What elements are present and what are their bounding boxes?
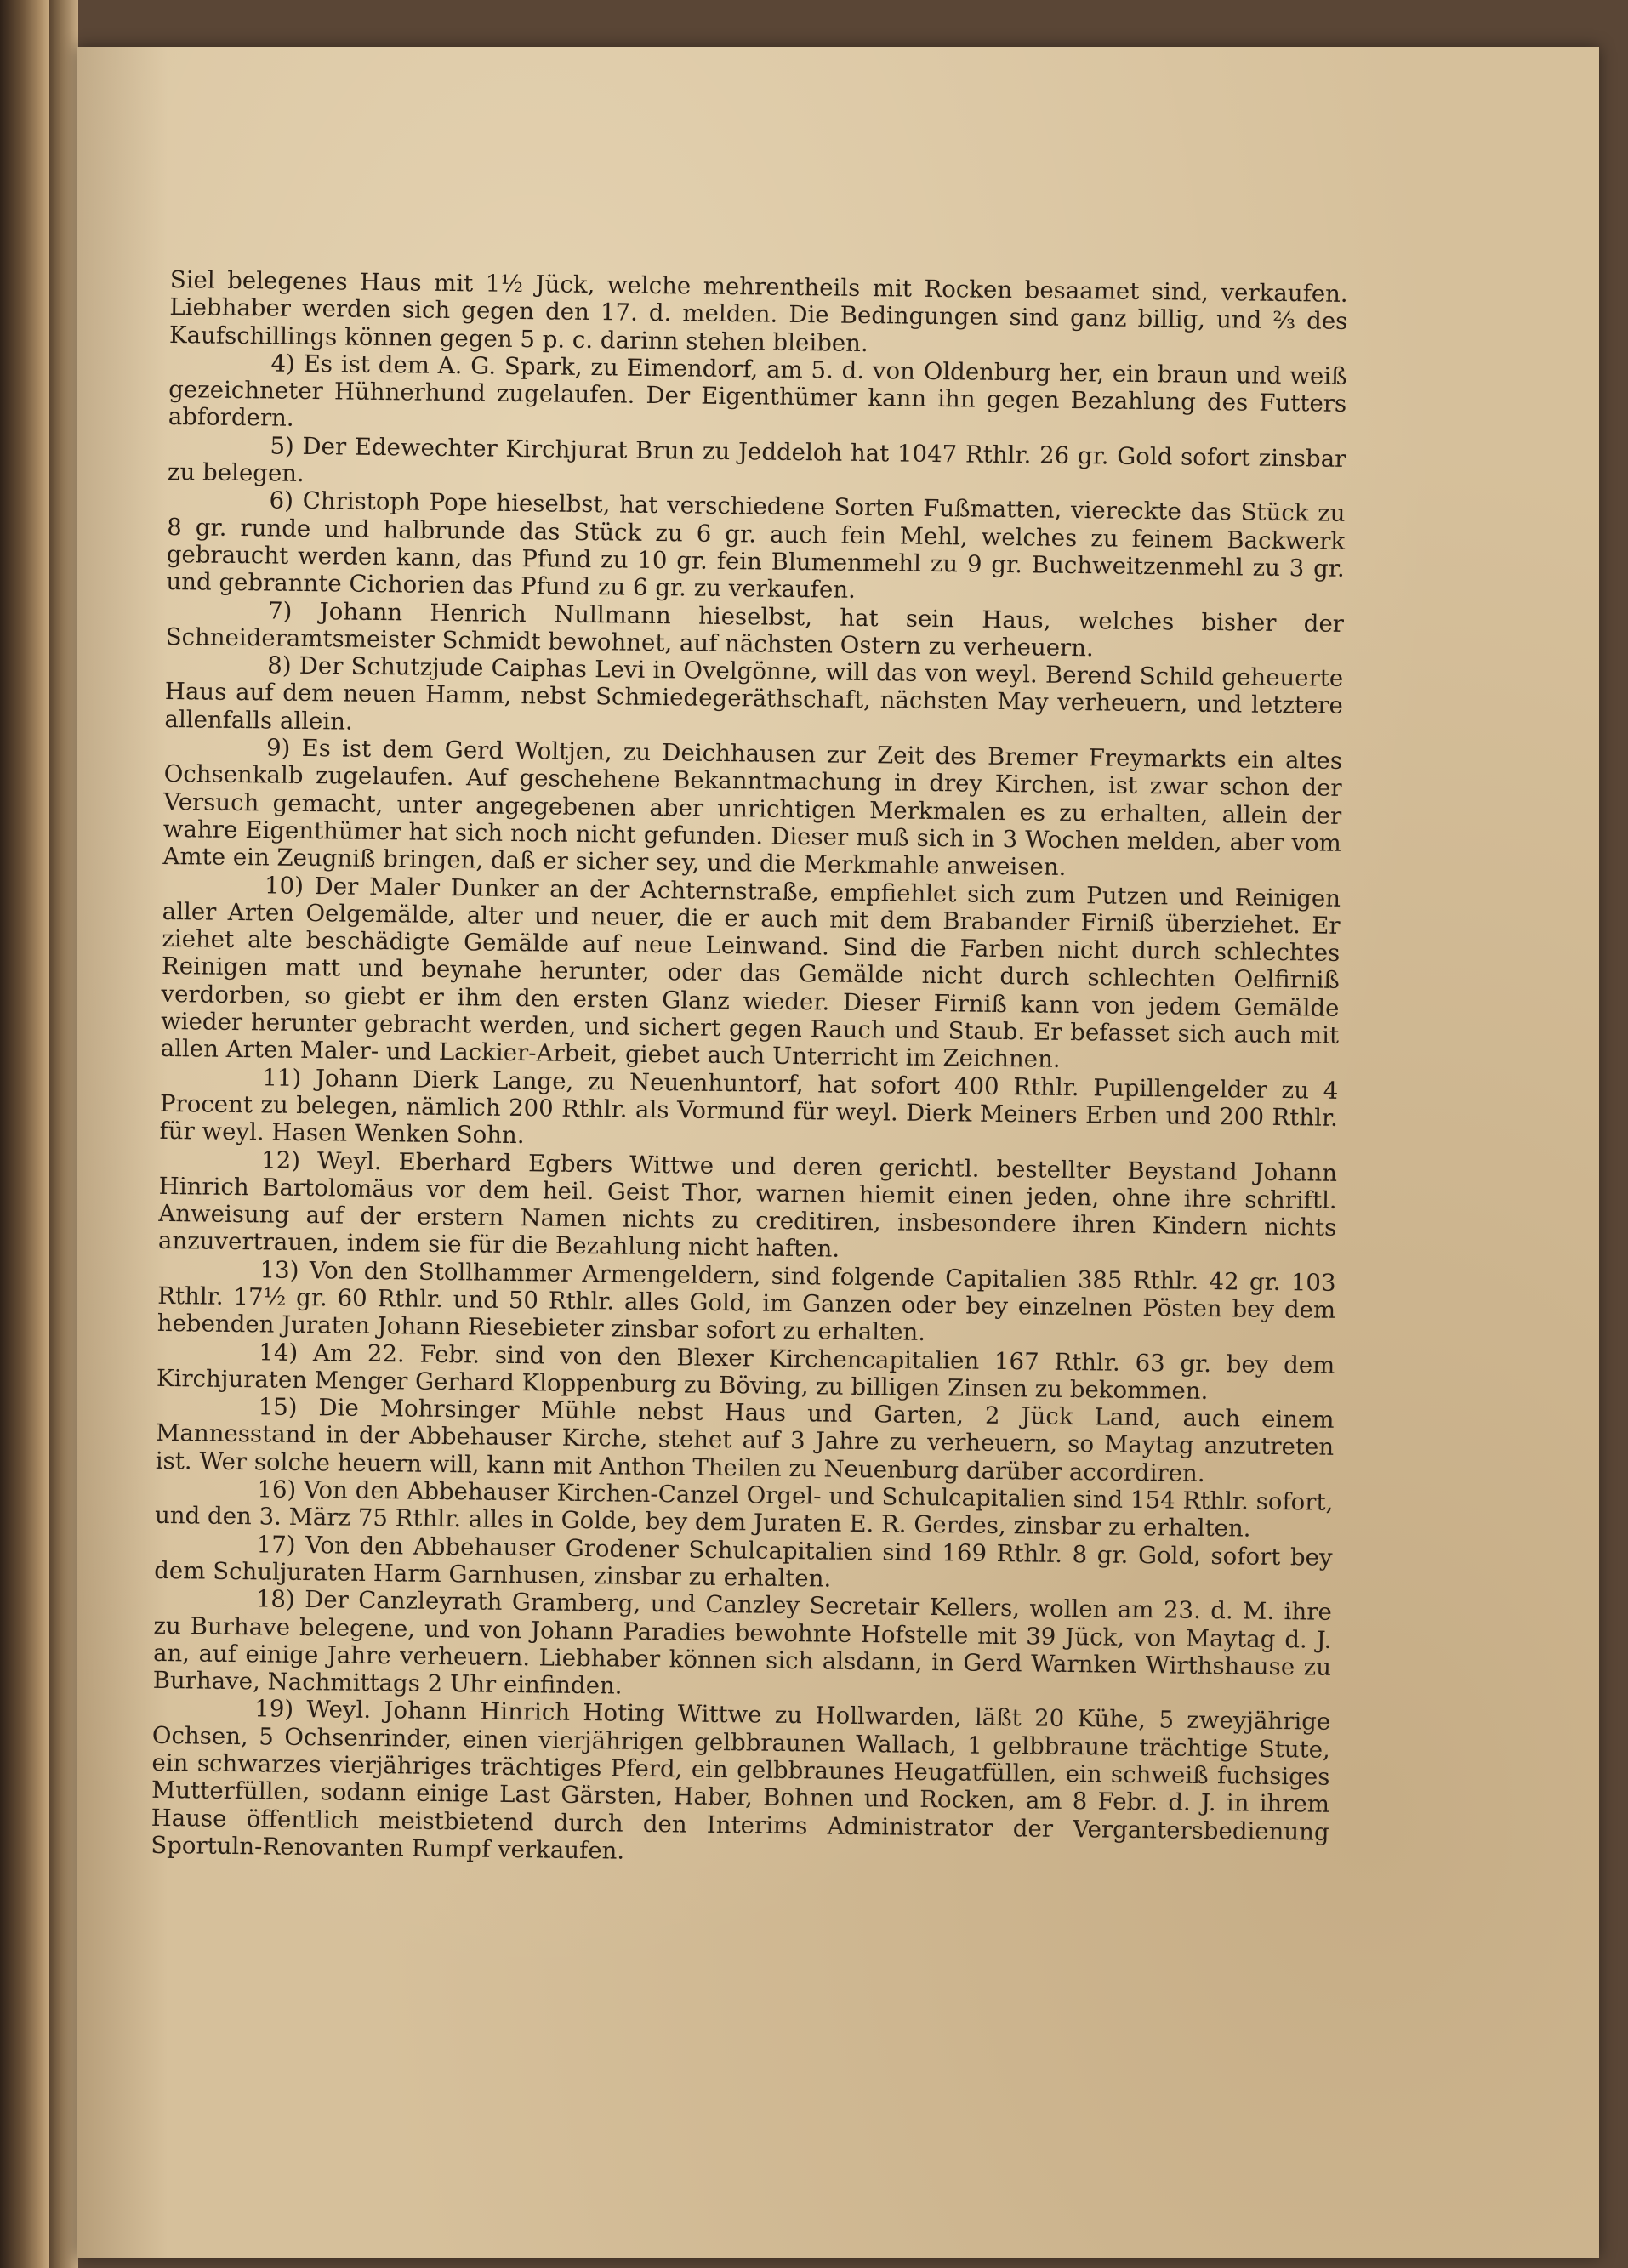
paragraph-continuation: Siel belegenes Haus mit 1½ Jück, welche mehrentheils mit Rocken besaamet sind, verkaufen. Liebhaber werden sich gegen den 17. d. melden. Die Bedingungen sind ganz billig, und ⅔ des Kaufschillings können gegen 5 p. c. darinn stehen bleiben.	[168, 265, 1348, 357]
page-text	[151, 266, 1348, 1873]
notice-4: 4) Es ist dem A. G. Spark, zu Eimendorf, am 5. d. von Oldenburg her, ein braun und weiß gezeichneter Hühnerhund zugelaufen. Der Eigenthümer kann ihn gegen Bezahlung des Futters abfordern.	[168, 349, 1347, 433]
notice-17: 17) Von den Abbehauser Grodener Schulcapitalien sind 169 Rthlr. 8 gr. Gold, sofort bey dem Schuljuraten Harm Garnhusen, zinsbar zu erhalten.	[154, 1530, 1333, 1593]
notice-18: 18) Der Canzleyrath Gramberg, und Canzley Secretair Kellers, wollen am 23. d. M. ihre zu Burhave belegene, und von Johann Paradies bewohnte Hofstelle mit 39 Jück, von Maytag d. J. an, auf einige Jahre verheuern. Liebhaber können sich alsdann, in Gerd Warnken Wirthshause zu Burhave, Nachmittags 2 Uhr einfinden.	[152, 1584, 1332, 1700]
notice-8: 8) Der Schutzjude Caiphas Levi in Ovelgönne, will das von weyl. Berend Schild geheuerte Haus auf dem neuen Hamm, nebst Schmiedegeräthschaft, nächsten May verheuern, und letztere allenfalls allein.	[164, 651, 1344, 736]
notice-11: 11) Johann Dierk Lange, zu Neuenhuntorf, hat sofort 400 Rthlr. Pupillengelder zu 4 Procent zu belegen, nämlich 200 Rthlr. als Vormund für weyl. Dierk Meiners Erben und 200 Rthlr. für weyl. Hasen Wenken Sohn.	[159, 1063, 1339, 1150]
notice-13: 13) Von den Stollhammer Armengeldern, sind folgende Capitalien 385 Rthlr. 42 gr. 103 Rthlr. 17½ gr. 60 Rthlr. und 50 Rthlr. alles Gold, im Ganzen oder bey einzelnen Pösten bey dem hebenden Juraten Johann Riesebieter zinsbar sofort zu erhalten.	[157, 1255, 1336, 1347]
notice-19: 19) Weyl. Johann Hinrich Hoting Wittwe zu Hollwarden, läßt 20 Kühe, 5 zweyjährige Ochsen, 5 Ochsenrinder, einen vierjährigen gelbbraunen Wallach, 1 gelbbraune trächtige Stute, ein schwarzes vierjähriges trächtiges Pferd, ein gelbbraunes Heugatfüllen, ein schweiß fuchsiges Mutterfüllen, sodann einige Last Gärsten, Haber, Bohnen und Rocken, am 8 Febr. d. J. in ihrem Hause öffentlich meistbietend durch den Interims Administrator der Vergantersbedienung Sportuln-Renovanten Rumpf verkaufen.	[151, 1694, 1331, 1865]
notice-15: 15) Die Mohrsinger Mühle nebst Haus und Garten, 2 Jück Land, auch einem Mannesstand in der Abbehauser Kirche, stehet auf 3 Jahre zu verheuern, so Maytag anzutreten ist. Wer solche heuern will, kann mit Anthon Theilen zu Neuenburg darüber accordiren.	[155, 1392, 1335, 1487]
book-gutter	[49, 0, 78, 2268]
notice-6: 6) Christoph Pope hieselbst, hat verschiedene Sorten Fußmatten, viereckte das Stück zu 8 gr. runde und halbrunde das Stück zu 6 gr. auch fein Mehl, welches zu feinem Backwerk gebraucht werden kann, das Pfund zu 10 gr. fein Blumenmehl zu 9 gr. Buchweitzenmehl zu 3 gr. und gebrannte Cichorien das Pfund zu 6 gr. zu verkaufen.	[166, 486, 1346, 605]
notice-7: 7) Johann Henrich Nullmann hieselbst, hat sein Haus, welches bisher der Schneideramtsmeister Schmidt bewohnet, auf nächsten Ostern zu verheuern.	[165, 595, 1345, 662]
notice-5: 5) Der Edewechter Kirchjurat Brun zu Jeddeloh hat 1047 Rthlr. 26 gr. Gold sofort zinsbar zu belegen.	[167, 431, 1346, 488]
facing-page-edge	[0, 0, 49, 2268]
document-page	[77, 47, 1599, 2258]
notice-12: 12) Weyl. Eberhard Egbers Wittwe und deren gerichtl. bestellter Beystand Johann Hinrich Bartolomäus vor dem heil. Geist Thor, warnen hiemit einen jeden, ohne ihre schriftl. Anweisung auf der erstern Namen nichts zu creditiren, insbesondere ihren Kindern nichts anzuvertrauen, indem sie für die Bezahlung nicht haften.	[157, 1145, 1338, 1264]
notice-9: 9) Es ist dem Gerd Woltjen, zu Deichhausen zur Zeit des Bremer Freymarkts ein altes Ochsenkalb zugelaufen. Auf geschehene Bekanntmachung in drey Kirchen, ist zwar schon der Versuch gemacht, unter angegebenen aber unrichtigen Merkmalen es zu erhalten, allein der wahre Eigenthümer hat sich noch nicht gefunden. Dieser muß sich in 3 Wochen melden, aber vom Amte ein Zeugniß bringen, daß er sicher sey, und die Merkmahle anweisen.	[162, 733, 1343, 882]
notice-14: 14) Am 22. Febr. sind von den Blexer Kirchencapitalien 167 Rthlr. 63 gr. bey dem Kirchjuraten Menger Gerhard Kloppenburg zu Böving, zu billigen Zinsen zu bekommen.	[156, 1337, 1335, 1405]
notice-16: 16) Von den Abbehauser Kirchen-Canzel Orgel- und Schulcapitalien sind 154 Rthlr. sofort, und den 3. März 75 Rthlr. alles in Golde, bey dem Juraten E. R. Gerdes, zinsbar zu erhalten.	[154, 1475, 1334, 1543]
notice-10: 10) Der Maler Dunker an der Achternstraße, empfiehlet sich zum Putzen und Reinigen aller Arten Oelgemälde, alter und neuer, die er auch mit dem Brabander Firniß überziehet. Er ziehet alte beschädigte Gemälde auf neue Leinwand. Sind die Farben nicht durch schlechtes Reinigen matt und beynahe herunter, oder das Gemälde nicht durch schlechten Oelfirniß verdorben, so giebt er ihm den ersten Glanz wieder. Dieser Firniß kann von jedem Gemälde wieder herunter gebracht werden, und sichert gegen Rauch und Staub. Er befasset sich auch mit allen Arten Maler- und Lackier-Arbeit, giebet auch Unterricht im Zeichnen.	[160, 870, 1341, 1074]
